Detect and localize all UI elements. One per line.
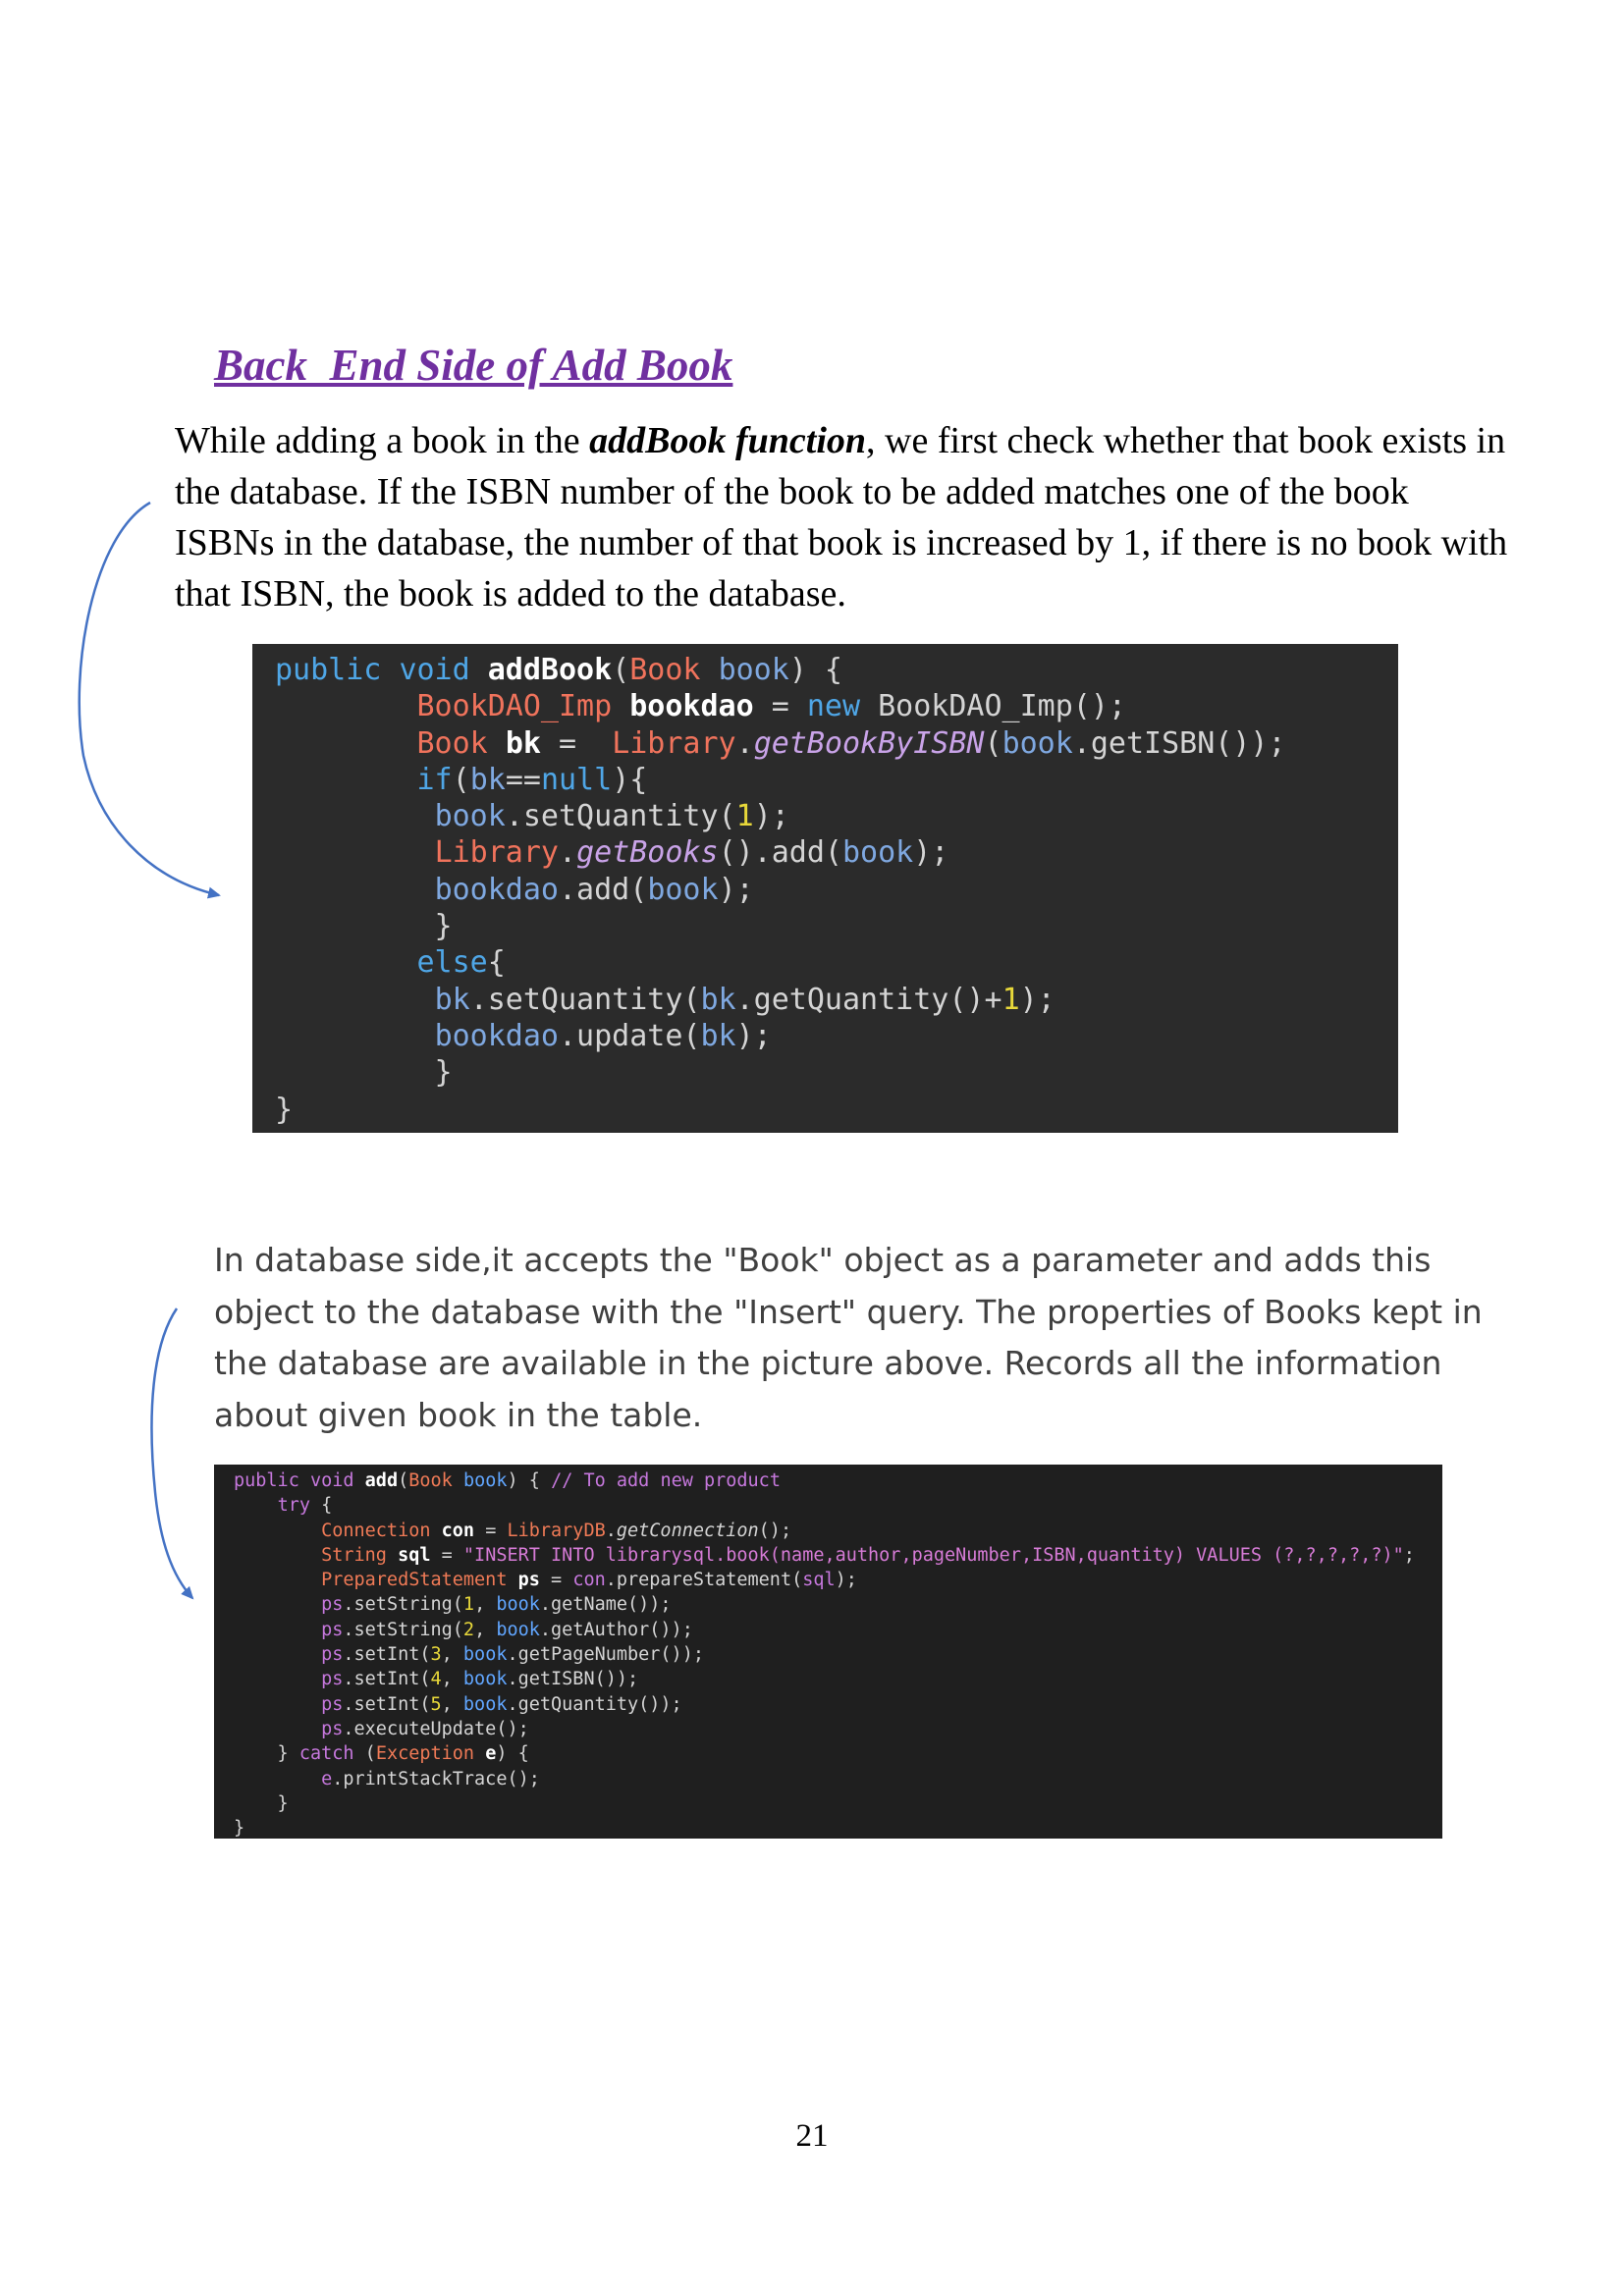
code-token: getConnection <box>616 1520 759 1541</box>
code-token: .getPageNumber()); <box>507 1644 704 1666</box>
code-line <box>275 725 1398 762</box>
code-token <box>453 1470 463 1491</box>
code-token: ( <box>452 762 470 797</box>
code-token: 3 <box>430 1644 442 1666</box>
code-token <box>275 763 417 797</box>
code-token: .getQuantity()); <box>507 1693 682 1715</box>
code-token: ps <box>321 1594 344 1616</box>
code-token: . <box>735 725 754 761</box>
code-token: bk <box>505 725 541 761</box>
code-token: == <box>505 762 541 797</box>
code-token: String <box>321 1544 387 1566</box>
code-token: .setInt( <box>343 1644 431 1666</box>
code-line <box>234 1791 1442 1816</box>
code-line <box>275 1092 1398 1128</box>
code-token <box>275 873 435 907</box>
database-paragraph: In database side,it accepts the "Book" object as a parameter and adds this object to the database with the "Insert" query. The properties of Books kept in the database are available in the picture above. Records all the information about given book in the table. <box>214 1241 1483 1434</box>
code-line <box>234 1741 1442 1766</box>
code-line <box>275 908 1398 944</box>
code-line <box>234 1767 1442 1791</box>
code-token <box>387 1545 398 1566</box>
code-token <box>275 835 435 870</box>
code-token <box>507 1570 517 1590</box>
code-token: ; <box>1403 1544 1415 1566</box>
code-token: } <box>275 1092 294 1127</box>
code-token <box>234 1594 321 1615</box>
code-token: bk <box>434 982 470 1017</box>
code-token <box>431 1521 442 1541</box>
code-line <box>234 1519 1442 1543</box>
code-token: ); <box>913 835 949 871</box>
code-token: .setString( <box>343 1619 463 1640</box>
code-token: LibraryDB <box>507 1520 606 1541</box>
code-line <box>234 1692 1442 1717</box>
code-token <box>234 1521 321 1541</box>
code-token: ( <box>984 725 1002 761</box>
code-token: .getAuthor()); <box>539 1619 693 1640</box>
code-token: book <box>462 1693 508 1715</box>
code-token: book <box>1001 725 1073 761</box>
code-token <box>275 983 435 1017</box>
intro-text-start: While adding a book in the <box>175 420 590 461</box>
code-token: .setInt( <box>343 1669 431 1690</box>
code-line <box>234 1493 1442 1518</box>
code-token: BookDAO_Imp(); <box>860 689 1126 724</box>
code-token: try <box>277 1495 310 1517</box>
code-token: .setQuantity( <box>505 799 736 834</box>
code-line <box>234 1618 1442 1642</box>
code-line <box>234 1642 1442 1667</box>
code-token: book <box>434 799 506 834</box>
code-token: ps <box>517 1570 540 1591</box>
code-token: . <box>559 835 577 871</box>
code-token: PreparedStatement <box>321 1570 508 1591</box>
code-token: e <box>485 1743 497 1765</box>
code-token: ps <box>321 1619 344 1640</box>
code-token <box>470 653 488 687</box>
code-token: e <box>321 1768 333 1789</box>
code-token: = <box>474 1520 508 1541</box>
code-token <box>299 1470 310 1491</box>
code-token: Library <box>612 725 736 761</box>
code-token <box>234 1769 321 1789</box>
code-token: , <box>441 1693 463 1715</box>
code-line <box>234 1568 1442 1592</box>
code-line <box>275 798 1398 834</box>
code-token: BookDAO_Imp <box>416 689 613 724</box>
code-token: add <box>364 1470 399 1491</box>
code-token <box>234 1620 321 1640</box>
code-line <box>275 688 1398 724</box>
code-line <box>275 834 1398 871</box>
code-token: if <box>416 762 453 797</box>
code-token: bk <box>469 762 506 797</box>
code-token <box>234 1570 321 1590</box>
code-token <box>234 1545 321 1566</box>
code-line <box>275 982 1398 1018</box>
code-line <box>234 1717 1442 1741</box>
code-token <box>275 1019 435 1053</box>
code-token <box>275 726 417 761</box>
code-token: 4 <box>430 1669 442 1690</box>
code-token <box>234 1644 321 1665</box>
code-line <box>275 762 1398 798</box>
code-line <box>234 1592 1442 1617</box>
code-token: book <box>842 835 914 871</box>
code-line <box>234 1543 1442 1568</box>
code-token: book <box>718 653 789 687</box>
code-token: .setInt( <box>343 1693 431 1715</box>
code-token: .getName()); <box>539 1594 672 1616</box>
code-token <box>701 653 719 687</box>
code-token: , <box>474 1619 497 1640</box>
code-token <box>234 1495 278 1516</box>
code-token: ().add( <box>718 835 842 871</box>
code-token: .getQuantity()+ <box>735 982 1002 1017</box>
code-token: bk <box>700 982 736 1017</box>
code-token: getBooks <box>576 835 719 871</box>
code-token: public <box>234 1470 299 1491</box>
code-token: .getISBN()); <box>507 1669 639 1690</box>
code-token: } <box>234 1792 289 1814</box>
code-token: ) { <box>788 653 842 687</box>
code-token <box>275 945 417 980</box>
code-token: ){ <box>612 762 648 797</box>
code-token: con <box>572 1570 606 1591</box>
code-token: } <box>234 1743 299 1765</box>
code-token: book <box>496 1594 540 1616</box>
page-number: 21 <box>795 2118 829 2154</box>
code-token: void <box>309 1470 354 1491</box>
code-token: ); <box>718 872 754 907</box>
database-add-code-snippet <box>214 1465 1442 1839</box>
code-token: .setQuantity( <box>469 982 701 1017</box>
code-token: = <box>753 689 807 724</box>
curved-arrow-icon <box>151 1308 192 1598</box>
code-token: { <box>487 945 506 981</box>
intro-text-end: , we first check whether that book exists in the database. If the ISBN number of the book to be added matches one of the book ISBNs in the database, the number of that book is increased by 1, if there is no book with that ISBN, the book is added to the database. <box>175 420 1508 614</box>
code-token: else <box>416 945 488 981</box>
code-token <box>474 1743 485 1764</box>
code-token: new <box>806 689 861 724</box>
code-token <box>612 689 629 723</box>
code-token <box>381 653 399 687</box>
code-token: Library <box>434 835 559 871</box>
code-token: ); <box>1019 982 1056 1017</box>
code-token <box>234 1694 321 1715</box>
code-token: public <box>275 653 382 687</box>
code-line <box>275 1018 1398 1054</box>
code-token: ps <box>321 1693 344 1715</box>
code-token: } <box>275 1055 453 1091</box>
code-line <box>275 652 1398 688</box>
code-token: 1 <box>1001 982 1020 1017</box>
code-token: void <box>399 653 470 687</box>
code-token: bookdao <box>629 689 754 724</box>
code-token <box>275 689 417 723</box>
code-token: getBookByISBN <box>753 725 985 761</box>
code-token: book <box>462 1470 508 1491</box>
code-token: book <box>462 1669 508 1690</box>
code-token: book <box>462 1644 508 1666</box>
code-token: } <box>275 909 453 944</box>
code-token: ps <box>321 1718 344 1739</box>
code-token: sql <box>398 1544 431 1566</box>
code-token: con <box>441 1520 475 1541</box>
code-line <box>275 944 1398 981</box>
code-token: = <box>540 725 613 761</box>
code-token: 5 <box>430 1693 442 1715</box>
code-token: Book <box>408 1470 453 1491</box>
code-token: ps <box>321 1669 344 1690</box>
code-token: book <box>496 1619 540 1640</box>
code-token: 1 <box>735 799 754 834</box>
code-token: , <box>441 1644 463 1666</box>
code-line <box>234 1667 1442 1691</box>
code-token: = <box>430 1544 463 1566</box>
code-token: .prepareStatement( <box>605 1570 803 1591</box>
code-token: book <box>647 872 719 907</box>
code-line <box>234 1468 1442 1493</box>
code-token: ps <box>321 1644 344 1666</box>
code-token: ( <box>612 653 630 687</box>
addbook-code-snippet <box>252 644 1398 1133</box>
code-line <box>234 1816 1442 1839</box>
code-token: // To add new product <box>551 1470 781 1491</box>
code-token: ) { <box>507 1470 552 1491</box>
code-token <box>234 1719 321 1739</box>
code-token: Exception <box>375 1743 475 1765</box>
code-token: Book <box>416 725 488 761</box>
section-heading: Back End Side of Add Book <box>214 341 733 390</box>
code-token: 2 <box>462 1619 475 1640</box>
code-token <box>354 1470 365 1491</box>
code-token: ( <box>353 1743 376 1765</box>
code-token: 1 <box>462 1594 475 1616</box>
code-token: , <box>474 1594 497 1616</box>
function-name-emphasis: addBook function <box>589 420 867 461</box>
code-token: .add( <box>559 872 648 907</box>
code-token: .executeUpdate(); <box>343 1718 529 1739</box>
code-token: addBook <box>487 653 613 687</box>
code-token: Connection <box>321 1520 431 1541</box>
code-token: "INSERT INTO librarysql.book(name,author,pageNumber,ISBN,quantity) VALUES (?,?,?,?,?)" <box>462 1544 1404 1566</box>
code-line <box>275 872 1398 908</box>
code-token: null <box>540 762 613 797</box>
code-token: { <box>309 1495 333 1517</box>
code-token: bookdao <box>434 872 559 907</box>
code-token: (); <box>758 1520 792 1541</box>
code-token: } <box>234 1818 245 1839</box>
code-token: ); <box>835 1570 857 1591</box>
code-token: ) { <box>496 1743 529 1765</box>
code-token: bk <box>700 1018 736 1053</box>
code-token: .getISBN()); <box>1072 725 1286 761</box>
code-token: . <box>605 1520 617 1541</box>
code-token: .update( <box>559 1018 701 1053</box>
code-token: Book <box>629 653 701 687</box>
code-token: ( <box>398 1470 409 1491</box>
code-token: = <box>539 1570 573 1591</box>
code-token: catch <box>298 1743 354 1765</box>
code-token: , <box>441 1669 463 1690</box>
intro-paragraph <box>175 415 1510 619</box>
code-token: ); <box>753 799 789 834</box>
code-token: sql <box>802 1570 836 1591</box>
code-token: .setString( <box>343 1594 463 1616</box>
code-token <box>275 799 435 833</box>
code-line <box>275 1054 1398 1091</box>
code-token: bookdao <box>434 1018 559 1053</box>
code-token: ); <box>735 1018 772 1053</box>
code-token: .printStackTrace(); <box>332 1768 540 1789</box>
code-token <box>488 726 506 761</box>
code-token <box>234 1669 321 1689</box>
